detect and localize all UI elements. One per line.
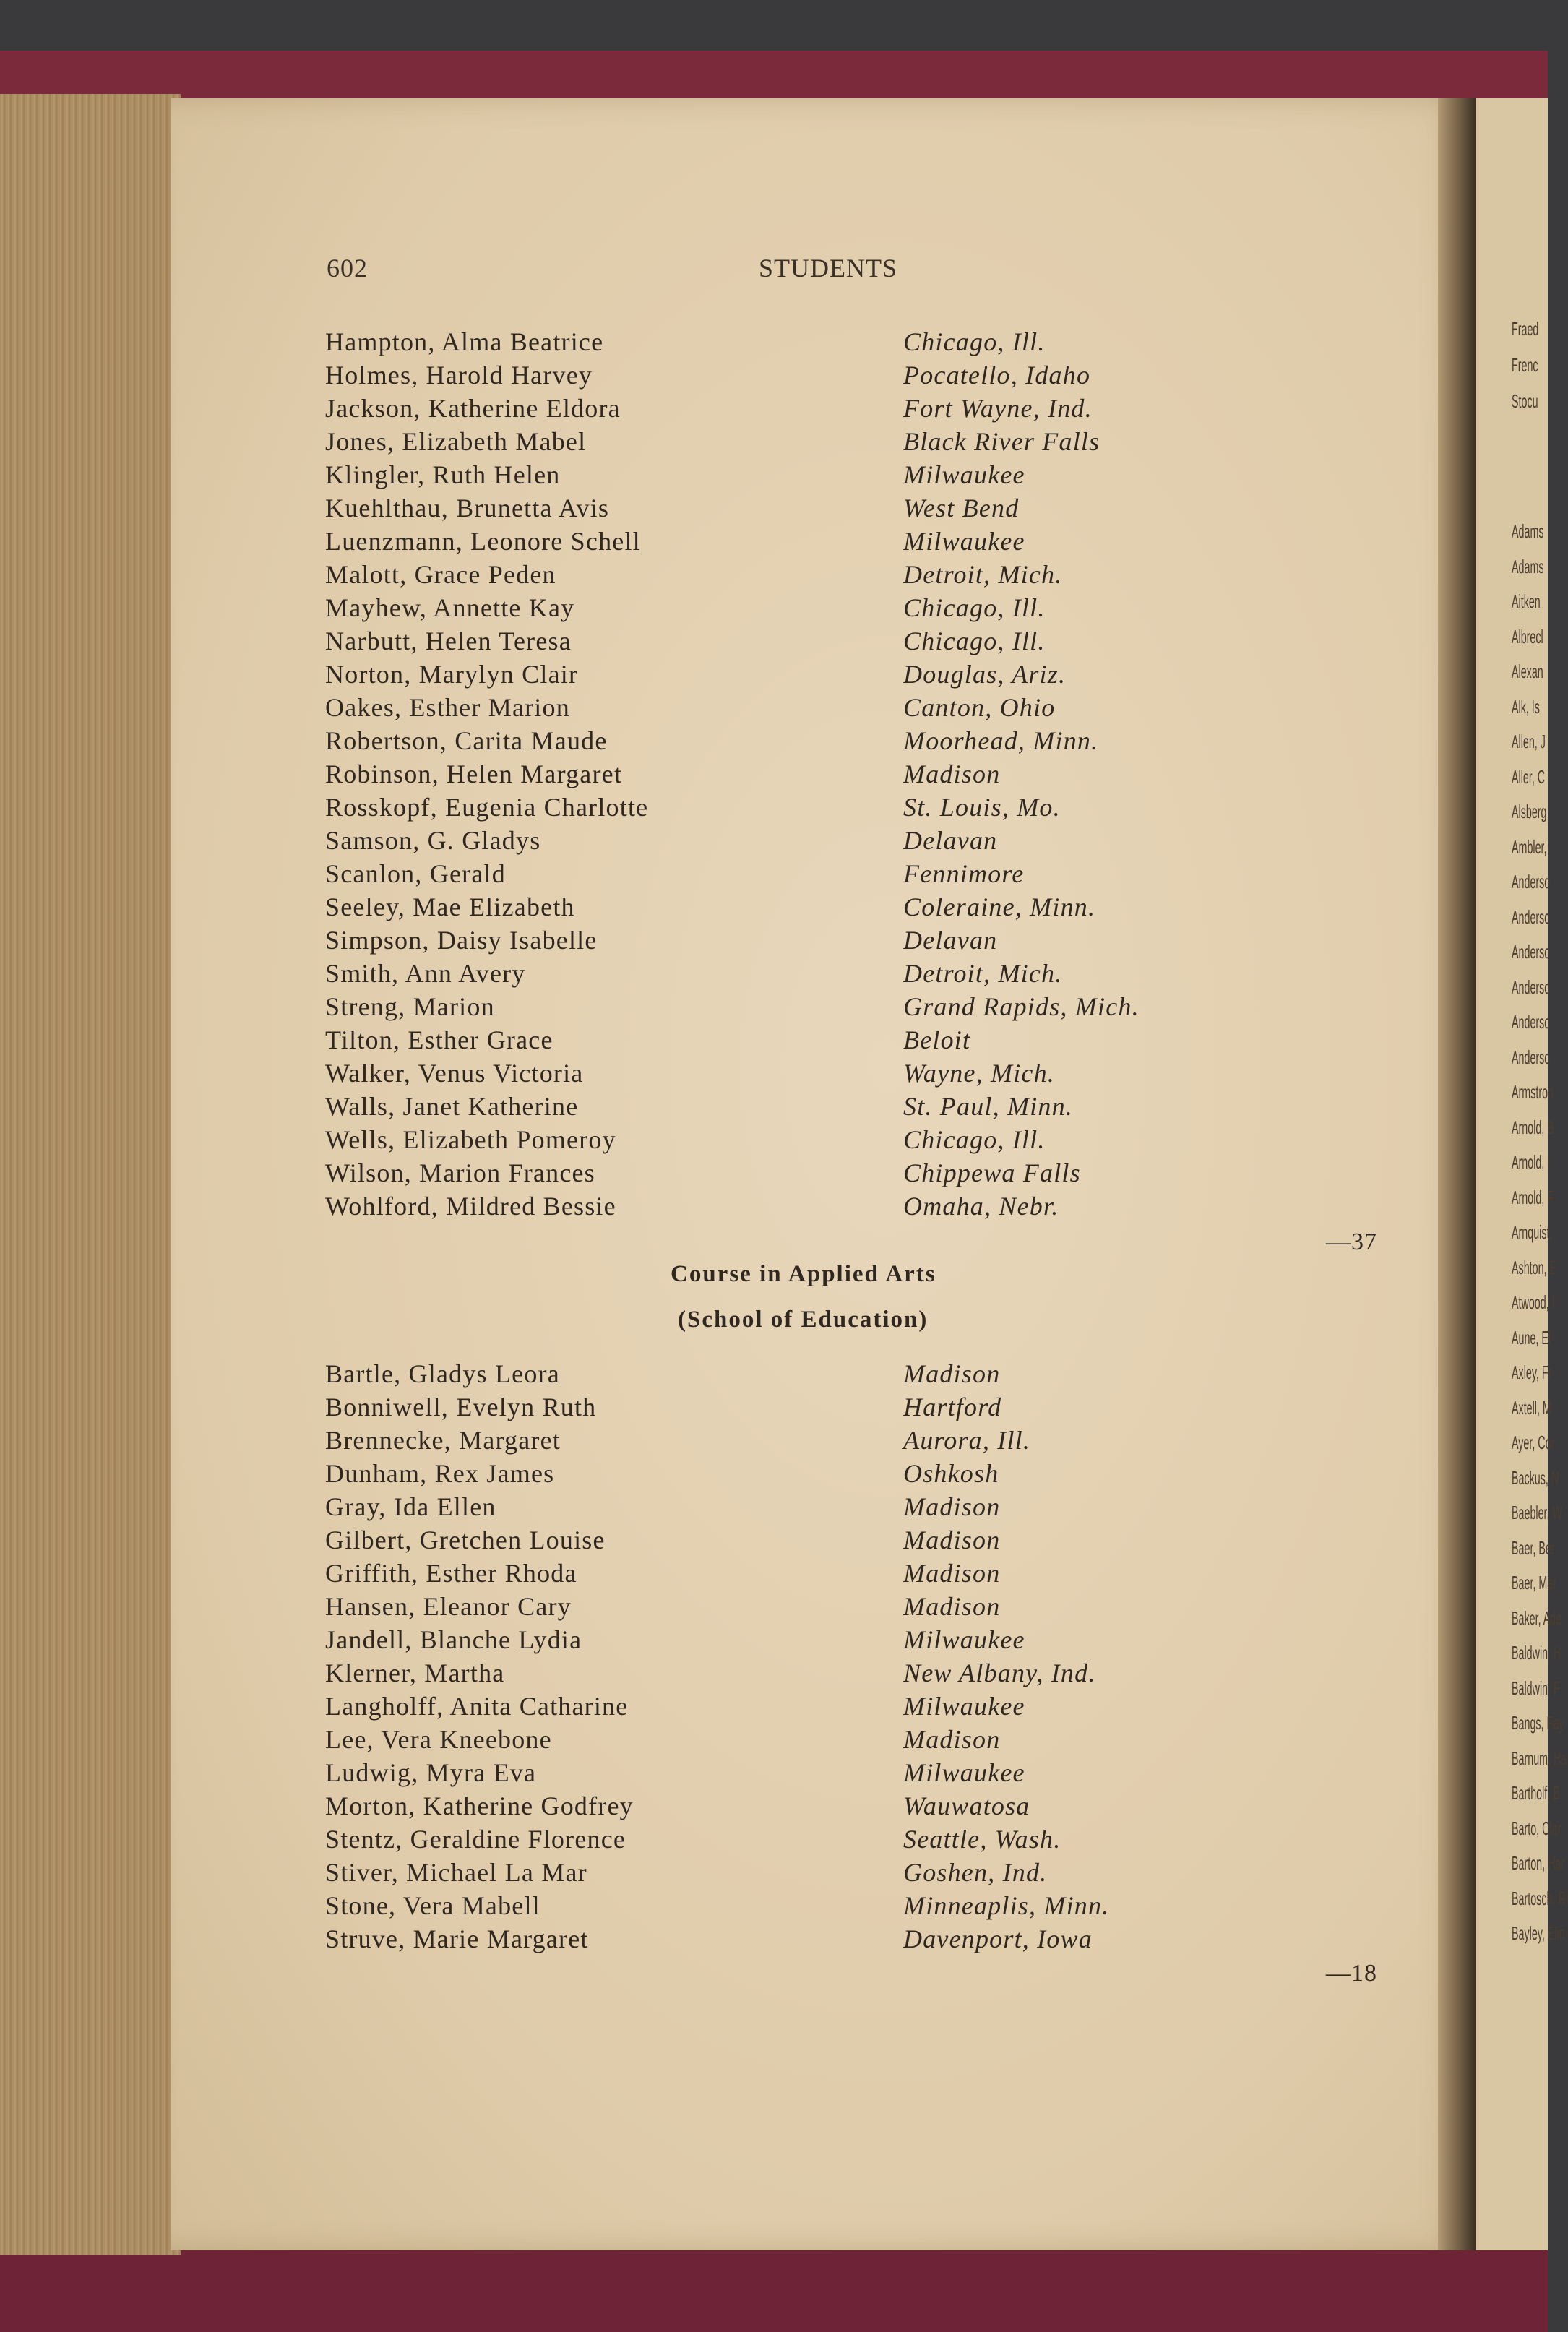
facing-page-fragment: Axtell, M — [1512, 1396, 1551, 1419]
student-name: Bonniwell, Evelyn Ruth — [325, 1393, 597, 1421]
student-name: Klingler, Ruth Helen — [325, 460, 561, 489]
list-item — [325, 957, 1409, 990]
student-name: Jandell, Blanche Lydia — [325, 1625, 582, 1654]
student-name: Scanlon, Gerald — [325, 859, 506, 888]
student-name: Klerner, Martha — [325, 1658, 505, 1687]
facing-page-fragment: Arnold, I — [1512, 1151, 1551, 1173]
list-item — [325, 924, 1409, 957]
facing-page-fragment: Bartholf, B — [1512, 1782, 1560, 1804]
student-name: Walls, Janet Katherine — [325, 1092, 579, 1121]
facing-page-fragment: Stocu — [1512, 390, 1538, 412]
list-item — [325, 1856, 1409, 1889]
list-item — [325, 1922, 1409, 1955]
student-hometown: Chicago, Ill. — [903, 593, 1046, 622]
list-item — [325, 1090, 1409, 1123]
facing-page-edge — [1476, 98, 1568, 2250]
page-number: 602 — [327, 254, 368, 283]
student-hometown: Canton, Ohio — [903, 693, 1056, 722]
student-name: Ludwig, Myra Eva — [325, 1758, 537, 1787]
list-item — [325, 1723, 1409, 1756]
list-item — [325, 325, 1409, 358]
student-name: Bartle, Gladys Leora — [325, 1359, 560, 1388]
facing-page-fragment: Ayer, Cor — [1512, 1432, 1555, 1453]
student-name: Kuehlthau, Brunetta Avis — [325, 494, 610, 522]
facing-page-fragment: Anderso — [1512, 871, 1551, 892]
facing-page-fragment: Barnum, Ha — [1512, 1747, 1567, 1769]
student-name: Seeley, Mae Elizabeth — [325, 892, 575, 921]
student-hometown: Milwaukee — [903, 1625, 1025, 1654]
student-name: Morton, Katherine Godfrey — [325, 1791, 634, 1820]
list-item — [325, 1023, 1409, 1057]
student-name: Norton, Marylyn Clair — [325, 660, 579, 689]
student-name: Gray, Ida Ellen — [325, 1492, 496, 1521]
facing-page-fragment: Arnquist, — [1512, 1221, 1553, 1243]
student-name: Rosskopf, Eugenia Charlotte — [325, 793, 649, 822]
student-hometown: Chicago, Ill. — [903, 1125, 1046, 1154]
book-gutter — [1438, 98, 1476, 2250]
list-item — [325, 1789, 1409, 1823]
list-item — [325, 491, 1409, 525]
student-hometown: Chicago, Ill. — [903, 627, 1046, 655]
student-name: Brennecke, Margaret — [325, 1426, 561, 1455]
student-list-1 — [325, 325, 1409, 1223]
facing-page-fragment: Frenc — [1512, 354, 1538, 376]
student-hometown: Madison — [903, 1559, 1001, 1588]
facing-page-fragment: Albrecl — [1512, 625, 1543, 647]
list-item — [325, 1424, 1409, 1457]
student-hometown: Madison — [903, 1492, 1001, 1521]
facing-page-fragment: Alexan — [1512, 661, 1543, 682]
student-hometown: Fort Wayne, Ind. — [903, 394, 1093, 423]
facing-page-fragment: Anderso — [1512, 1011, 1551, 1033]
list-item — [325, 724, 1409, 757]
list-item — [325, 1889, 1409, 1922]
page-block-edge — [0, 94, 181, 2255]
student-name: Samson, G. Gladys — [325, 826, 541, 855]
facing-page-fragment: Allen, J — [1512, 731, 1546, 752]
student-name: Wohlford, Mildred Bessie — [325, 1192, 616, 1221]
list-item — [325, 558, 1409, 591]
student-name: Mayhew, Annette Kay — [325, 593, 575, 622]
list-item — [325, 1823, 1409, 1856]
student-hometown: Milwaukee — [903, 1758, 1025, 1787]
student-hometown: Pocatello, Idaho — [903, 361, 1091, 390]
student-name: Langholff, Anita Catharine — [325, 1692, 629, 1721]
facing-page-fragment: Bangs, Fay — [1512, 1712, 1564, 1734]
facing-page-fragment: Barton, Har — [1512, 1852, 1565, 1874]
facing-page-fragment: Alk, Is — [1512, 695, 1540, 718]
list-item — [325, 1457, 1409, 1490]
list-item — [325, 591, 1409, 624]
student-name: Tilton, Esther Grace — [325, 1025, 553, 1054]
student-hometown: Grand Rapids, Mich. — [903, 992, 1140, 1021]
student-hometown: Coleraine, Minn. — [903, 892, 1096, 921]
list-item — [325, 1057, 1409, 1090]
list-item — [325, 658, 1409, 691]
student-name: Streng, Marion — [325, 992, 495, 1021]
list-item — [325, 1490, 1409, 1523]
facing-page-fragment: Axley, Fr — [1512, 1361, 1552, 1383]
student-hometown: Moorhead, Minn. — [903, 726, 1099, 755]
student-name: Simpson, Daisy Isabelle — [325, 926, 598, 955]
facing-page-fragment: Baldwin, H — [1512, 1642, 1561, 1664]
facing-page-fragment: Arnold, B — [1512, 1116, 1554, 1138]
facing-page-fragment: Barto, Clar — [1512, 1817, 1561, 1839]
facing-page-fragment: Anderso — [1512, 976, 1551, 998]
list-item — [325, 1123, 1409, 1156]
student-hometown: Milwaukee — [903, 460, 1025, 489]
student-hometown: Wayne, Mich. — [903, 1059, 1056, 1088]
section-subheading: (School of Education) — [678, 1307, 929, 1333]
student-hometown: Delavan — [903, 926, 998, 955]
student-hometown: Aurora, Ill. — [903, 1426, 1031, 1455]
student-name: Walker, Venus Victoria — [325, 1059, 584, 1088]
list-item — [325, 857, 1409, 890]
student-hometown: Chicago, Ill. — [903, 327, 1046, 356]
list-item — [325, 1189, 1409, 1223]
list-item — [325, 890, 1409, 924]
list-item — [325, 990, 1409, 1023]
facing-page-fragment: Fraed — [1512, 318, 1539, 340]
student-hometown: Wauwatosa — [903, 1791, 1030, 1820]
facing-page-fragment: Armstron — [1512, 1081, 1554, 1103]
student-name: Griffith, Esther Rhoda — [325, 1559, 577, 1588]
student-hometown: Milwaukee — [903, 527, 1025, 556]
student-name: Smith, Ann Avery — [325, 959, 526, 988]
list-item — [325, 691, 1409, 724]
student-hometown: Delavan — [903, 826, 998, 855]
facing-page-fragment: Aller, C — [1512, 765, 1546, 788]
student-name: Hampton, Alma Beatrice — [325, 327, 604, 356]
student-hometown: Detroit, Mich. — [903, 560, 1063, 589]
list-item — [325, 425, 1409, 458]
facing-page-fragment: Ashton, E — [1512, 1256, 1557, 1278]
list-item — [325, 458, 1409, 491]
list-item — [325, 1756, 1409, 1789]
facing-page-fragment: Adams — [1512, 520, 1544, 542]
facing-page-fragment: Baer, Mar — [1512, 1572, 1556, 1593]
facing-page-fragment: Bartosch, Ri — [1512, 1887, 1568, 1909]
list-item — [325, 757, 1409, 791]
facing-page-fragment: Atwood, I — [1512, 1291, 1555, 1313]
student-name: Stentz, Geraldine Florence — [325, 1825, 626, 1854]
facing-page-fragment: Anderso — [1512, 941, 1551, 963]
list-item — [325, 525, 1409, 558]
student-name: Wilson, Marion Frances — [325, 1158, 595, 1187]
student-hometown: Madison — [903, 1526, 1001, 1554]
list-item — [325, 1690, 1409, 1723]
student-hometown: Douglas, Ariz. — [903, 660, 1067, 689]
student-name: Wells, Elizabeth Pomeroy — [325, 1125, 616, 1154]
list-item — [325, 1156, 1409, 1189]
student-name: Lee, Vera Kneebone — [325, 1725, 552, 1754]
section-heading: Course in Applied Arts — [671, 1261, 936, 1287]
list-item — [325, 1357, 1409, 1390]
list-item — [325, 392, 1409, 425]
facing-page-fragment: Anderso — [1512, 1046, 1551, 1068]
facing-page-fragment: Baldwin, F — [1512, 1677, 1560, 1699]
student-hometown: St. Paul, Minn. — [903, 1092, 1073, 1121]
student-hometown: Oshkosh — [903, 1459, 999, 1488]
student-name: Dunham, Rex James — [325, 1459, 555, 1488]
student-hometown: Fennimore — [903, 859, 1025, 888]
student-name: Gilbert, Gretchen Louise — [325, 1526, 606, 1554]
student-name: Narbutt, Helen Teresa — [325, 627, 572, 655]
facing-page-fragment: Arnold, F — [1512, 1186, 1554, 1208]
student-name: Robertson, Carita Maude — [325, 726, 608, 755]
student-hometown: Madison — [903, 1592, 1001, 1621]
facing-page-fragment: Baebler, W — [1512, 1502, 1562, 1523]
student-hometown: Black River Falls — [903, 427, 1100, 456]
student-hometown: Milwaukee — [903, 1692, 1025, 1721]
student-name: Holmes, Harold Harvey — [325, 361, 593, 390]
student-name: Hansen, Eleanor Cary — [325, 1592, 572, 1621]
facing-page-fragment: Adams — [1512, 555, 1544, 577]
facing-page-fragment: Backus, N — [1512, 1466, 1559, 1489]
facing-page-fragment: Bayley, Elin — [1512, 1922, 1565, 1944]
facing-page-fragment: Ambler, — [1512, 835, 1547, 858]
student-hometown: Madison — [903, 760, 1001, 788]
student-hometown: Hartford — [903, 1393, 1002, 1421]
student-list-2 — [325, 1357, 1409, 1955]
facing-page-fragment: Alsberg — [1512, 801, 1547, 822]
student-name: Oakes, Esther Marion — [325, 693, 570, 722]
student-hometown: Omaha, Nebr. — [903, 1192, 1059, 1221]
running-title: STUDENTS — [759, 254, 898, 283]
student-hometown: Davenport, Iowa — [903, 1924, 1093, 1953]
student-hometown: St. Louis, Mo. — [903, 793, 1061, 822]
student-hometown: Beloit — [903, 1025, 971, 1054]
student-hometown: Goshen, Ind. — [903, 1858, 1048, 1887]
facing-page-fragment: Anderso — [1512, 905, 1551, 928]
student-name: Stone, Vera Mabell — [325, 1891, 540, 1920]
list-item — [325, 1390, 1409, 1424]
student-hometown: Chippewa Falls — [903, 1158, 1081, 1187]
list-item — [325, 1523, 1409, 1557]
student-name: Jackson, Katherine Eldora — [325, 394, 621, 423]
student-name: Luenzmann, Leonore Schell — [325, 527, 641, 556]
student-hometown: Detroit, Mich. — [903, 959, 1063, 988]
student-hometown: Madison — [903, 1359, 1001, 1388]
student-name: Robinson, Helen Margaret — [325, 760, 623, 788]
student-hometown: West Bend — [903, 494, 1020, 522]
facing-page-fragment: Aitken — [1512, 590, 1541, 612]
facing-page-fragment: Aune, El — [1512, 1326, 1551, 1348]
list-item — [325, 358, 1409, 392]
list-item — [325, 1656, 1409, 1690]
student-hometown: New Albany, Ind. — [903, 1658, 1096, 1687]
student-hometown: Seattle, Wash. — [903, 1825, 1061, 1854]
facing-page-fragment: Baer, Ber — [1512, 1536, 1555, 1559]
list-item — [325, 1623, 1409, 1656]
list-item — [325, 1557, 1409, 1590]
student-hometown: Minneaplis, Minn. — [903, 1891, 1110, 1920]
student-name: Struve, Marie Margaret — [325, 1924, 589, 1953]
student-name: Jones, Elizabeth Mabel — [325, 427, 587, 456]
list-item — [325, 824, 1409, 857]
section-count: —18 — [1326, 1960, 1377, 1987]
section-count: —37 — [1326, 1229, 1377, 1255]
list-item — [325, 1590, 1409, 1623]
list-item — [325, 791, 1409, 824]
student-name: Stiver, Michael La Mar — [325, 1858, 587, 1887]
facing-page-fragment: Baker, Ade — [1512, 1606, 1562, 1629]
list-item — [325, 624, 1409, 658]
student-name: Malott, Grace Peden — [325, 560, 556, 589]
student-hometown: Madison — [903, 1725, 1001, 1754]
